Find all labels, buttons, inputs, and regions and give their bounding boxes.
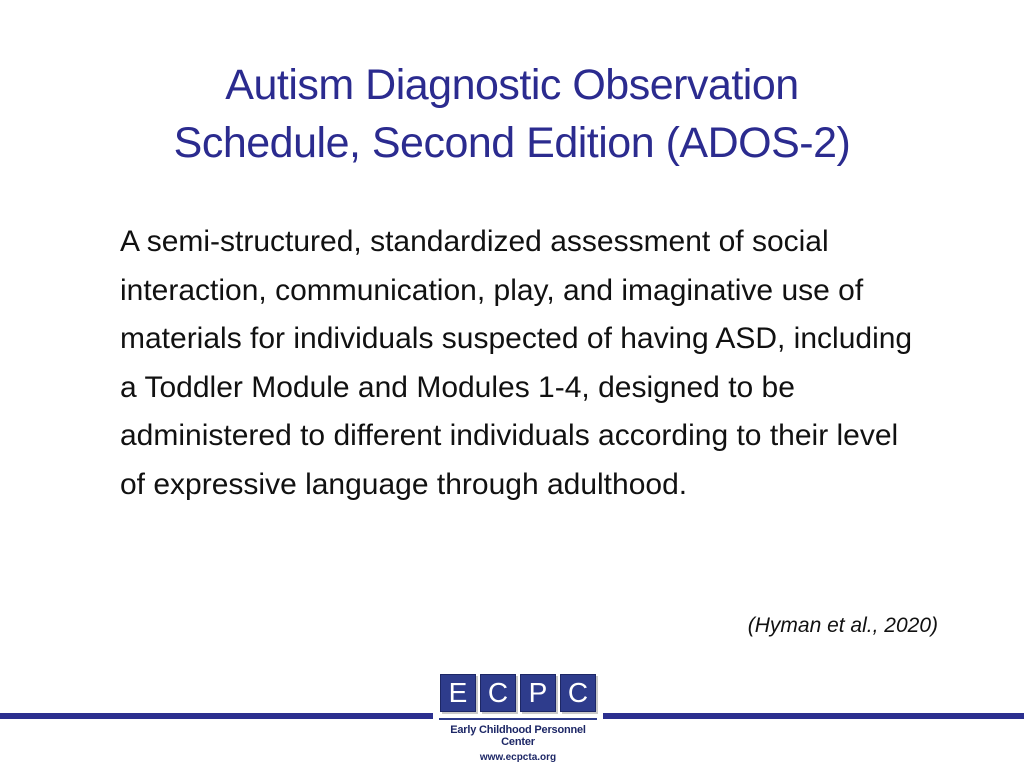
logo-letter-e: E [440, 674, 476, 712]
citation: (Hyman et al., 2020) [747, 614, 938, 637]
logo-letter-c: C [480, 674, 516, 712]
logo-divider [439, 718, 597, 720]
slide-title-line-2: Schedule, Second Edition (ADOS-2) [173, 119, 851, 167]
slide-title [60, 56, 964, 172]
logo-letter-c-2: C [560, 674, 596, 712]
slide-body-text: A semi-structured, standardized assessment of social interaction, communication, play, and imaginative use of materials for individuals suspected of having ASD, including a Toddler Module and Modules 1-4, designed to be administered to different individuals according to their level of expressive language through adulthood. [120, 225, 913, 501]
logo-org-name: Early Childhood Personnel Center [450, 724, 586, 748]
ecpc-logo [433, 670, 603, 768]
logo-letter-p: P [520, 674, 556, 712]
logo-letter-tiles [433, 670, 603, 712]
logo-url: www.ecpcta.org [479, 752, 557, 763]
slide-title-line-1: Autism Diagnostic Observation [225, 61, 799, 109]
